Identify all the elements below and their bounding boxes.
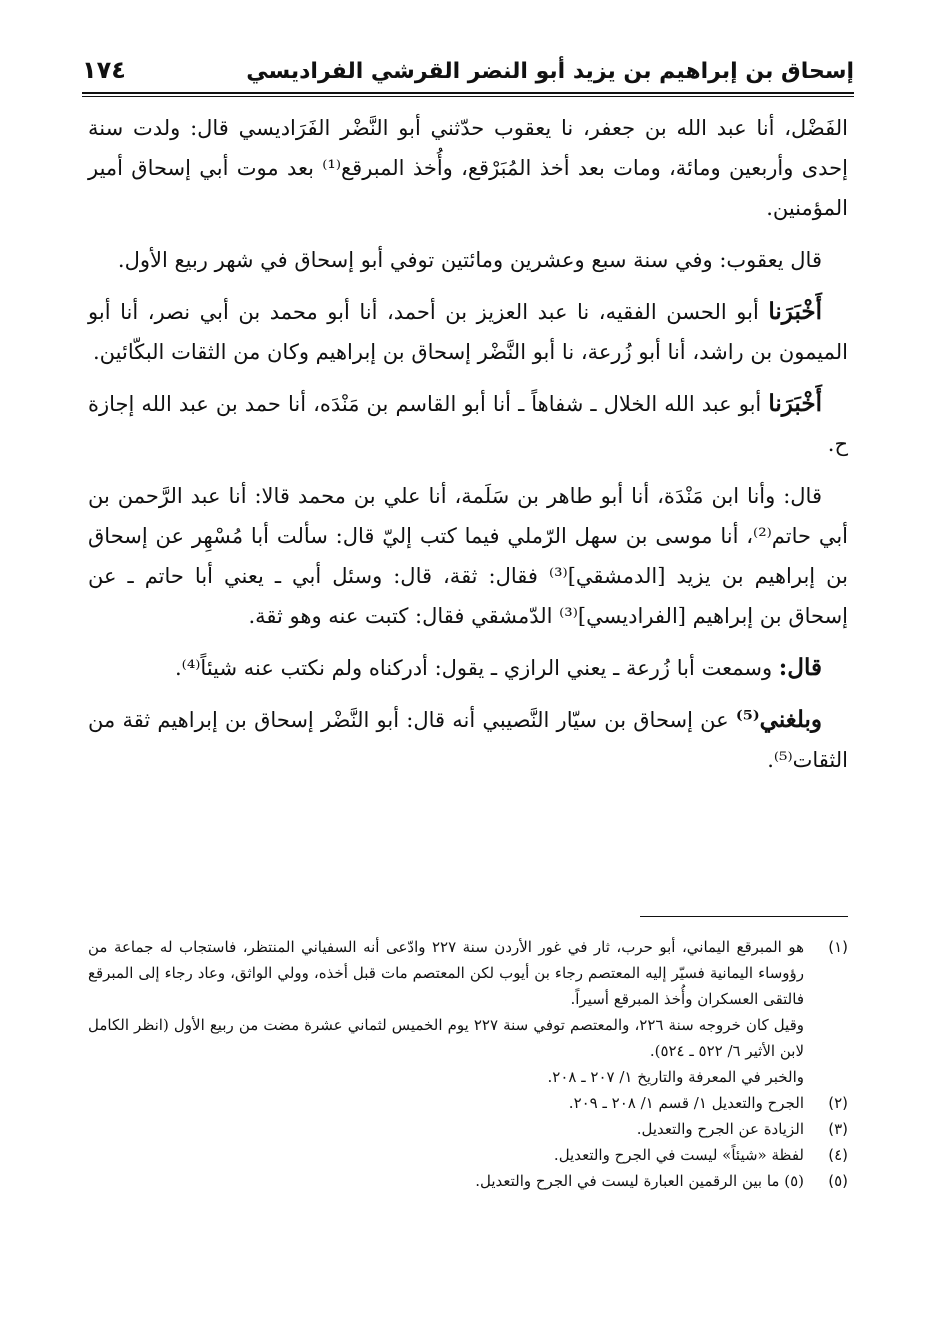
footnote bbox=[88, 1090, 848, 1116]
paragraph bbox=[88, 700, 848, 780]
footnote-body bbox=[88, 1168, 804, 1194]
paragraph bbox=[88, 108, 848, 228]
paragraph-text: أبو الحسن الفقيه، نا عبد العزيز بن أحمد، أنا أبو محمد بن أبي نصر، أنا أبو الميمون بن راشد، أنا أبو زُرعة، نا أبو النَّضْر إسحاق بن إبراهيم وكان من الثقات البكّائين. bbox=[88, 300, 848, 364]
footnotes bbox=[88, 934, 848, 1194]
footnote bbox=[88, 1168, 848, 1194]
footnote-number: (٤) bbox=[828, 1146, 848, 1164]
paragraph bbox=[88, 476, 848, 636]
page-number: ١٧٤ bbox=[82, 56, 126, 84]
running-title: إسحاق بن إبراهيم بن يزيد أبو النضر القرشي الفراديسي bbox=[246, 59, 854, 84]
page-header bbox=[82, 44, 854, 88]
paragraph-text: قال: وأنا ابن مَنْدَة، أنا أبو طاهر بن سَلَمة، أنا علي بن محمد قالا: أنا عبد الرَّحمن بن أبي حاتم⁽²⁾، أنا موسى بن سهل الرّملي فيما كتب إليّ قال: سألت أبا مُسْهِر عن إسحاق بن إبراهيم بن يزيد [الدمشقي]⁽³⁾ فقال: ثقة، قال: وسئل أبي ـ يعني أبا حاتم ـ عن إسحاق بن إبراهيم [الفراديسي]⁽³⁾ الدّمشقي فقال: كتبت عنه وهو ثقة. bbox=[88, 484, 849, 628]
header-rule bbox=[82, 92, 854, 94]
paragraph-text: وسمعت أبا زُرعة ـ يعني الرازي ـ يقول: أدركناه ولم نكتب عنه شيئاً⁽⁴⁾. bbox=[175, 656, 773, 680]
paragraph-lead: أَخْبَرَنا bbox=[768, 390, 822, 417]
paragraph bbox=[88, 292, 848, 372]
footnote-number: (٣) bbox=[828, 1120, 848, 1138]
footnote-number: (١) bbox=[828, 938, 848, 956]
paragraph bbox=[88, 648, 848, 688]
footnote-body bbox=[88, 1142, 804, 1168]
footnote-line: وقيل كان خروجه سنة ٢٢٦، والمعتصم توفي سنة ٢٢٧ يوم الخميس لثماني عشرة مضت من ربيع الأول (انظر الكامل لابن الأثير ٦/ ٥٢٢ ـ ٥٢٤). bbox=[88, 1016, 804, 1060]
footnote-line: (٥) ما بين الرقمين العبارة ليست في الجرح والتعديل. bbox=[475, 1172, 804, 1190]
footnote bbox=[88, 1142, 848, 1168]
paragraph-lead: وبلغني⁽⁵⁾ bbox=[735, 706, 823, 733]
footnote-line: لفظة «شيئاً» ليست في الجرح والتعديل. bbox=[553, 1146, 804, 1164]
footnote-line: والخبر في المعرفة والتاريخ ١/ ٢٠٧ ـ ٢٠٨. bbox=[547, 1068, 804, 1086]
paragraph-text: الفَضْل، أنا عبد الله بن جعفر، نا يعقوب حدّثني أبو النَّضْر الفَرَاديسي قال: ولدت سنة إحدى وأربعين ومائة، ومات بعد أخذ المُبَرْقع، وأُخذ المبرقع⁽¹⁾ بعد موت أبي إسحاق أمير المؤمنين. bbox=[88, 116, 848, 220]
main-text bbox=[88, 108, 848, 792]
footnote-line: الزيادة عن الجرح والتعديل. bbox=[636, 1120, 804, 1138]
paragraph-text: قال يعقوب: وفي سنة سبع وعشرين ومائتين توفي أبو إسحاق في شهر ربيع الأول. bbox=[117, 248, 822, 272]
paragraph bbox=[88, 240, 848, 280]
footnote-number: (٢) bbox=[828, 1094, 848, 1112]
footnote bbox=[88, 934, 848, 1090]
paragraph-text: أبو عبد الله الخلال ـ شفاهاً ـ أنا أبو القاسم بن مَنْدَه، أنا حمد بن عبد الله إجازة ح. bbox=[88, 392, 848, 456]
paragraph-lead: أَخْبَرَنا bbox=[768, 298, 822, 325]
footnote-body bbox=[88, 934, 804, 1090]
header-rule-thin bbox=[82, 96, 854, 97]
footnote-body bbox=[88, 1090, 804, 1116]
paragraph-lead: قال: bbox=[778, 654, 822, 681]
paragraph-text: عن إسحاق بن سيّار النَّصيبي أنه قال: أبو النَّضْر إسحاق بن إبراهيم ثقة من الثقات⁽⁵⁾. bbox=[88, 708, 848, 772]
paragraph bbox=[88, 384, 848, 464]
footnote-number: (٥) bbox=[828, 1172, 848, 1190]
footnote-separator bbox=[640, 916, 848, 917]
footnote-line: الجرح والتعديل ١/ قسم ١/ ٢٠٨ ـ ٢٠٩. bbox=[568, 1094, 804, 1112]
footnote bbox=[88, 1116, 848, 1142]
footnote-line: هو المبرقع اليماني، أبو حرب، ثار في غور الأردن سنة ٢٢٧ وادّعى أنه السفياني المنتظر، فاستجاب له جماعة من رؤوساء اليمانية فسيّر إليه المعتصم رجاء بن أيوب لكن المعتصم مات قبل أخذه، وولي الواثق، وعاد رجاء إلى المبرقع فالتقى العسكران وأُخذ المبرقع أسيراً. bbox=[88, 938, 804, 1008]
footnote-body bbox=[88, 1116, 804, 1142]
